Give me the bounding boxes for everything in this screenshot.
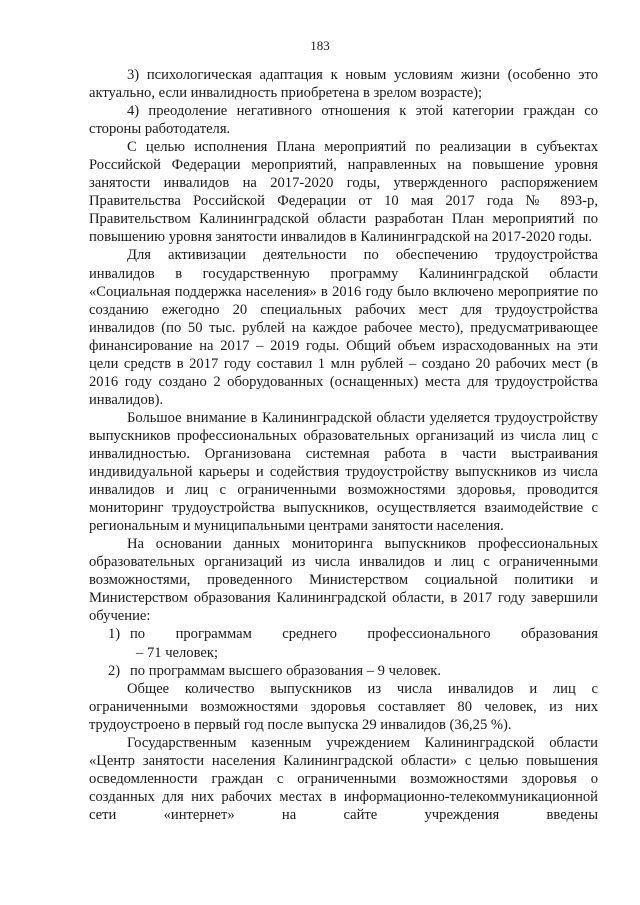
list-item-text-continued: – 71 человек; [136,644,219,661]
paragraph-employment-program: Для активизации деятельности по обеспечению трудоустройства инвалидов в государственную программу Калининградской области «Социальная поддержка населения» в 2016 году было включено мероприятие по созданию ежегодно 20 специальных рабочих мест для трудоустройства инвалидов (по 50 тыс. рублей на каждое рабочее место), предусматривающее финансирование на 2017 – 2019 годы. Общий объем израсходованных на эти цели средств в 2017 году составил 1 млн рублей – создано 20 рабочих мест (в 2016 году создано 2 оборудованных (оснащенных) места для трудоустройства инвалидов). [89,247,598,408]
list-item-secondary-education [89,625,598,661]
list-number: 1) [108,626,121,643]
paragraph-list-item-4: 4) преодоление негативного отношения к этой категории граждан со стороны работодателя. [89,103,598,138]
document-body [89,66,598,824]
page-number: 183 [310,38,330,53]
paragraph-graduate-employment: Большое внимание в Калининградской области уделяется трудоустройству выпускников профессиональных образовательных организаций из числа лиц с инвалидностью. Организована системная работа в части выстраивания индивидуальной карьеры и содействия трудоустройству выпускников из числа инвалидов и лиц с ограниченными возможностями здоровья, проводится мониторинг трудоустройства выпускников, осуществляется взаимодействие с региональным и муниципальными центрами занятости населения. [89,409,598,535]
paragraph-employment-center: Государственным казенным учреждением Калининградской области «Центр занятости населения Калининградской области» с целью повышения осведомленности граждан с ограниченными возможностями здоровья о созданных для них рабочих местах в информационно-телекоммуникационной сети «интернет» на сайте учреждения введены [89,734,598,823]
list-item-text: по программам среднего профессионального образования [130,626,598,643]
paragraph-list-item-3: 3) психологическая адаптация к новым условиям жизни (особенно это актуально, если инвалидность приобретена в зрелом возрасте); [89,67,598,102]
paragraph-monitoring: На основании данных мониторинга выпускников профессиональных образовательных организаций из числа инвалидов и лиц с ограниченными возможностями, проведенного Министерством социальной политики и Министерством образования Калининградской области, в 2017 году завершили обучение: [89,536,598,625]
list-item-higher-education [89,662,598,680]
list-number: 2) [108,662,121,679]
paragraph-total-graduates: Общее количество выпускников из числа инвалидов и лиц с ограниченными возможностями здоровья составляет 80 человек, из них трудоустроено в первый год после выпуска 29 инвалидов (36,25 %). [89,680,598,733]
list-item-text: по программам высшего образования – 9 человек. [130,662,442,679]
paragraph-plan-measures: С целью исполнения Плана мероприятий по реализации в субъектах Российской Федерации мероприятий, направленных на повышение уровня занятости инвалидов на 2017-2020 годы, утвержденного распоряжением Правительства Российской Федерации от 10 мая 2017 года № 893-р, Правительством Калининградской области разработан План мероприятий по повышению уровня занятости инвалидов в Калининградской на 2017-2020 годы. [89,139,598,246]
